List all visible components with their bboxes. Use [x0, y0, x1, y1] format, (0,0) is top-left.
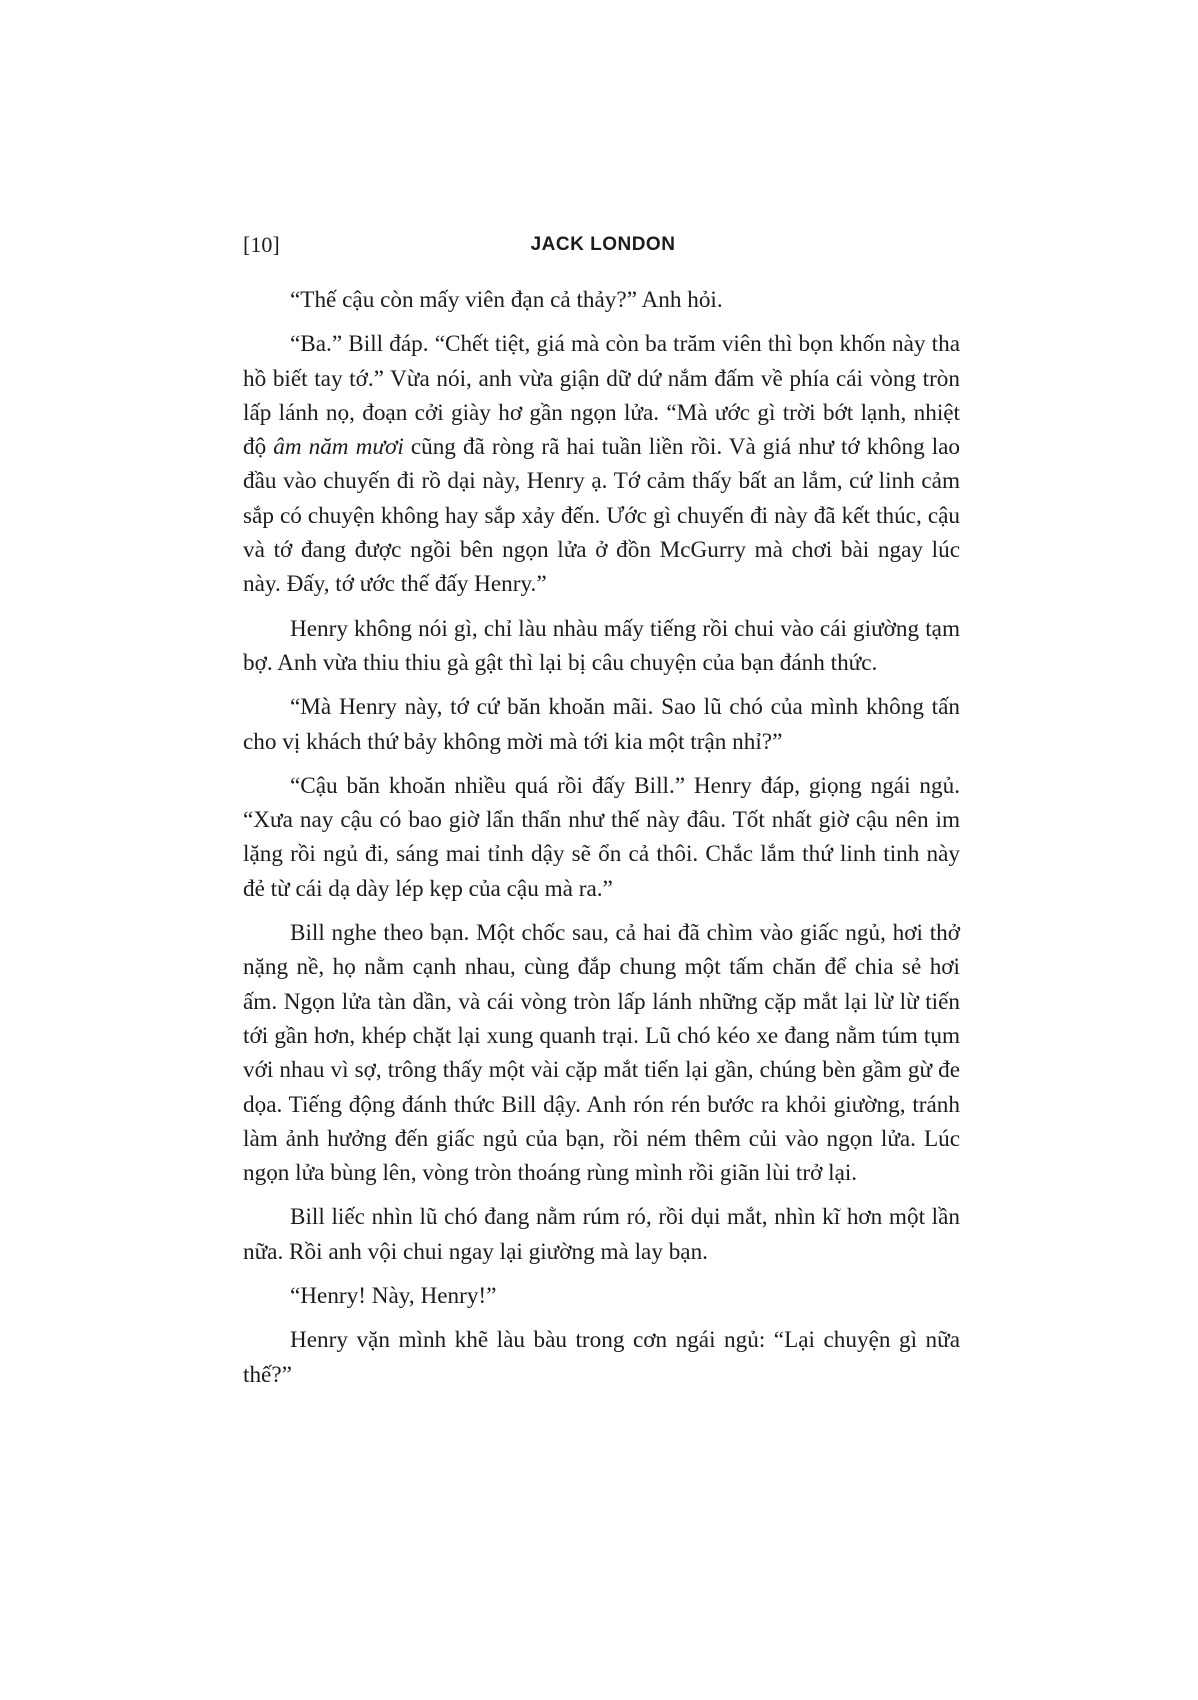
body-text [243, 283, 960, 1402]
running-header [243, 232, 963, 262]
running-title: JACK LONDON [530, 234, 676, 255]
paragraph: Henry vặn mình khẽ làu bàu trong cơn ngái ngủ: “Lại chuyện gì nữa thế?” [243, 1327, 960, 1388]
paragraph-text: “Ba.” Bill đáp. “Chết tiệt, giá mà còn ba trăm viên thì bọn khốn này tha hồ biết tay tớ.” Vừa nói, anh vừa giận dữ dứ nắm đấm về phía cái vòng tròn lấp lánh nọ, đoạn cởi giày hơ gần ngọn lửa. “Mà ước gì trời bớt lạnh, nhiệt độ [243, 331, 960, 461]
paragraph: “Mà Henry này, tớ cứ băn khoăn mãi. Sao lũ chó của mình không tấn cho vị khách thứ bảy không mời mà tới kia một trận nhỉ?” [243, 694, 960, 755]
paragraph: Henry không nói gì, chỉ làu nhàu mấy tiếng rồi chui vào cái giường tạm bợ. Anh vừa thiu thiu gà gật thì lại bị câu chuyện của bạn đánh thức. [243, 615, 960, 676]
paragraph [243, 327, 960, 601]
page-number: [10] [243, 232, 280, 257]
italic-phrase: âm năm mươi [273, 434, 404, 461]
paragraph: “Henry! Này, Henry!” [290, 1283, 497, 1310]
paragraph-text: cũng đã ròng rã hai tuần liền rồi. Và giá như tớ không lao đầu vào chuyến đi rồ dại này, Henry ạ. Tớ cảm thấy bất an lắm, cứ linh cảm sắp có chuyện không hay sắp xảy đến. Ước gì chuyến đi này đã kết thúc, cậu và tớ đang được ngồi bên ngọn lửa ở đồn McGurry mà chơi bài ngay lúc này. Đấy, tớ ước thế đấy Henry.” [243, 434, 961, 598]
paragraph: “Thế cậu còn mấy viên đạn cả thảy?” Anh hỏi. [290, 287, 723, 313]
paragraph: Bill nghe theo bạn. Một chốc sau, cả hai đã chìm vào giấc ngủ, hơi thở nặng nề, họ nằm cạnh nhau, cùng đắp chung một tấm chăn để chia sẻ hơi ấm. Ngọn lửa tàn dần, và cái vòng tròn lấp lánh những cặp mắt lại lừ lừ tiến tới gần hơn, khép chặt lại xung quanh trại. Lũ chó kéo xe đang nằm túm tụm với nhau vì sợ, trông thấy một vài cặp mắt tiến lại gần, chúng bèn gầm gừ đe dọa. Tiếng động đánh thức Bill dậy. Anh rón rén bước ra khỏi giường, tránh làm ảnh hưởng đến giấc ngủ của bạn, rồi ném thêm củi vào ngọn lửa. Lúc ngọn lửa bùng lên, vòng tròn thoáng rùng mình rồi giãn lùi trở lại. [243, 920, 960, 1187]
paragraph: “Cậu băn khoăn nhiều quá rồi đấy Bill.” Henry đáp, giọng ngái ngủ. “Xưa nay cậu có bao giờ lẩn thẩn như thế này đâu. Tốt nhất giờ cậu nên im lặng rồi ngủ đi, sáng mai tỉnh dậy sẽ ổn cả thôi. Chắc lắm thứ linh tinh này đẻ từ cái dạ dày lép kẹp của cậu mà ra.” [243, 772, 960, 902]
paragraph: Bill liếc nhìn lũ chó đang nằm rúm ró, rồi dụi mắt, nhìn kĩ hơn một lần nữa. Rồi anh vội chui ngay lại giường mà lay bạn. [243, 1204, 960, 1265]
